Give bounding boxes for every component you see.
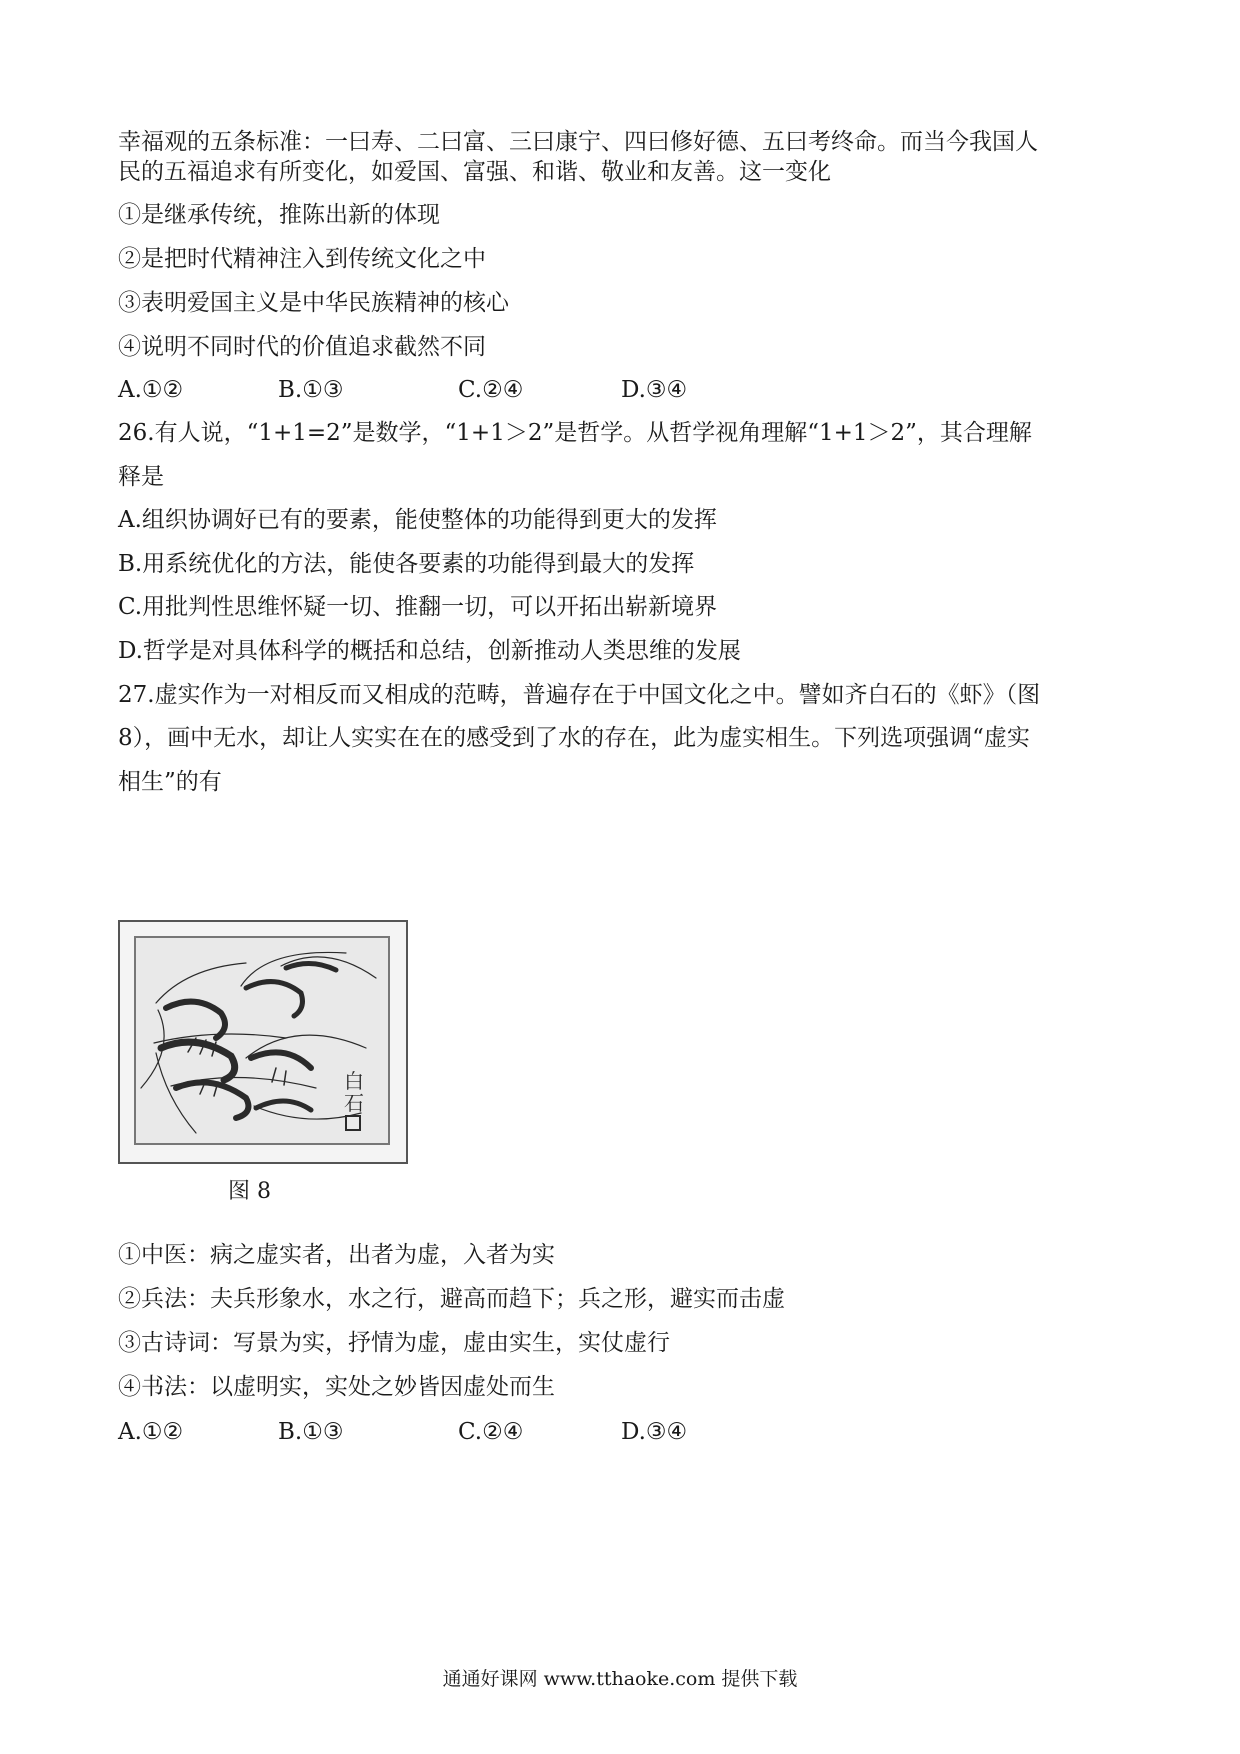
option-c: C.②④: [458, 377, 524, 403]
answer-options-q25: [118, 375, 1018, 405]
question-26: 26.有人说，“1+1=2”是数学，“1+1＞2”是哲学。从哲学视角理解“1+1＞2”，其合理解: [118, 420, 1032, 446]
painting-frame: [118, 920, 408, 1164]
signature-text: 白: [344, 1069, 364, 1093]
answer-options-q27: [118, 1417, 1018, 1447]
question-26-cont: 释是: [118, 464, 164, 490]
option-c: C.②④: [458, 1419, 524, 1445]
question-27: 27.虚实作为一对相反而又相成的范畴，普遍存在于中国文化之中。譬如齐白石的《虾》（图: [118, 682, 1041, 708]
option-d: D.③④: [621, 1419, 688, 1445]
statement-1: ①是继承传统，推陈出新的体现: [118, 202, 440, 228]
option-d: D.③④: [621, 377, 688, 403]
text-line: 民的五福追求有所变化，如爱国、富强、和谐、敬业和友善。这一变化: [118, 159, 831, 185]
page-footer: 通通好课网 www.tthaoke.com 提供下载: [442, 1668, 798, 1690]
q26-option-d: D.哲学是对具体科学的概括和总结，创新推动人类思维的发展: [118, 638, 741, 664]
statement-1: ①中医：病之虚实者，出者为虚，入者为实: [118, 1242, 555, 1268]
statement-4: ④书法：以虚明实，实处之妙皆因虚处而生: [118, 1374, 555, 1400]
statement-2: ②是把时代精神注入到传统文化之中: [118, 246, 486, 272]
signature-text-2: 石: [344, 1091, 364, 1115]
q26-option-a: A.组织协调好已有的要素，能使整体的功能得到更大的发挥: [118, 507, 717, 533]
option-a: A.①②: [118, 1419, 184, 1445]
q26-option-b: B.用系统优化的方法，能使各要素的功能得到最大的发挥: [118, 551, 695, 577]
statement-3: ③古诗词：写景为实，抒情为虚，虚由实生，实仗虚行: [118, 1330, 670, 1356]
figure-caption: 图 8: [228, 1179, 271, 1204]
q26-option-c: C.用批判性思维怀疑一切、推翻一切，可以开拓出崭新境界: [118, 594, 718, 620]
option-b: B.①③: [278, 1419, 344, 1445]
painting: [134, 936, 390, 1145]
figure-8: [118, 920, 408, 1204]
option-b: B.①③: [278, 377, 344, 403]
question-27-cont: 8），画中无水，却让人实实在在的感受到了水的存在，此为虚实相生。下列选项强调“虚实: [118, 725, 1030, 751]
text-line: 幸福观的五条标准：一曰寿、二曰富、三曰康宁、四曰修好德、五曰考终命。而当今我国人: [118, 129, 1038, 155]
seal-stamp: [346, 1116, 360, 1130]
statement-2: ②兵法：夫兵形象水，水之行，避高而趋下；兵之形，避实而击虚: [118, 1286, 785, 1312]
statement-4: ④说明不同时代的价值追求截然不同: [118, 334, 486, 360]
option-a: A.①②: [118, 377, 184, 403]
question-27-cont: 相生”的有: [118, 769, 222, 795]
statement-3: ③表明爱国主义是中华民族精神的核心: [118, 290, 509, 316]
shrimp-painting-image: [136, 938, 388, 1143]
